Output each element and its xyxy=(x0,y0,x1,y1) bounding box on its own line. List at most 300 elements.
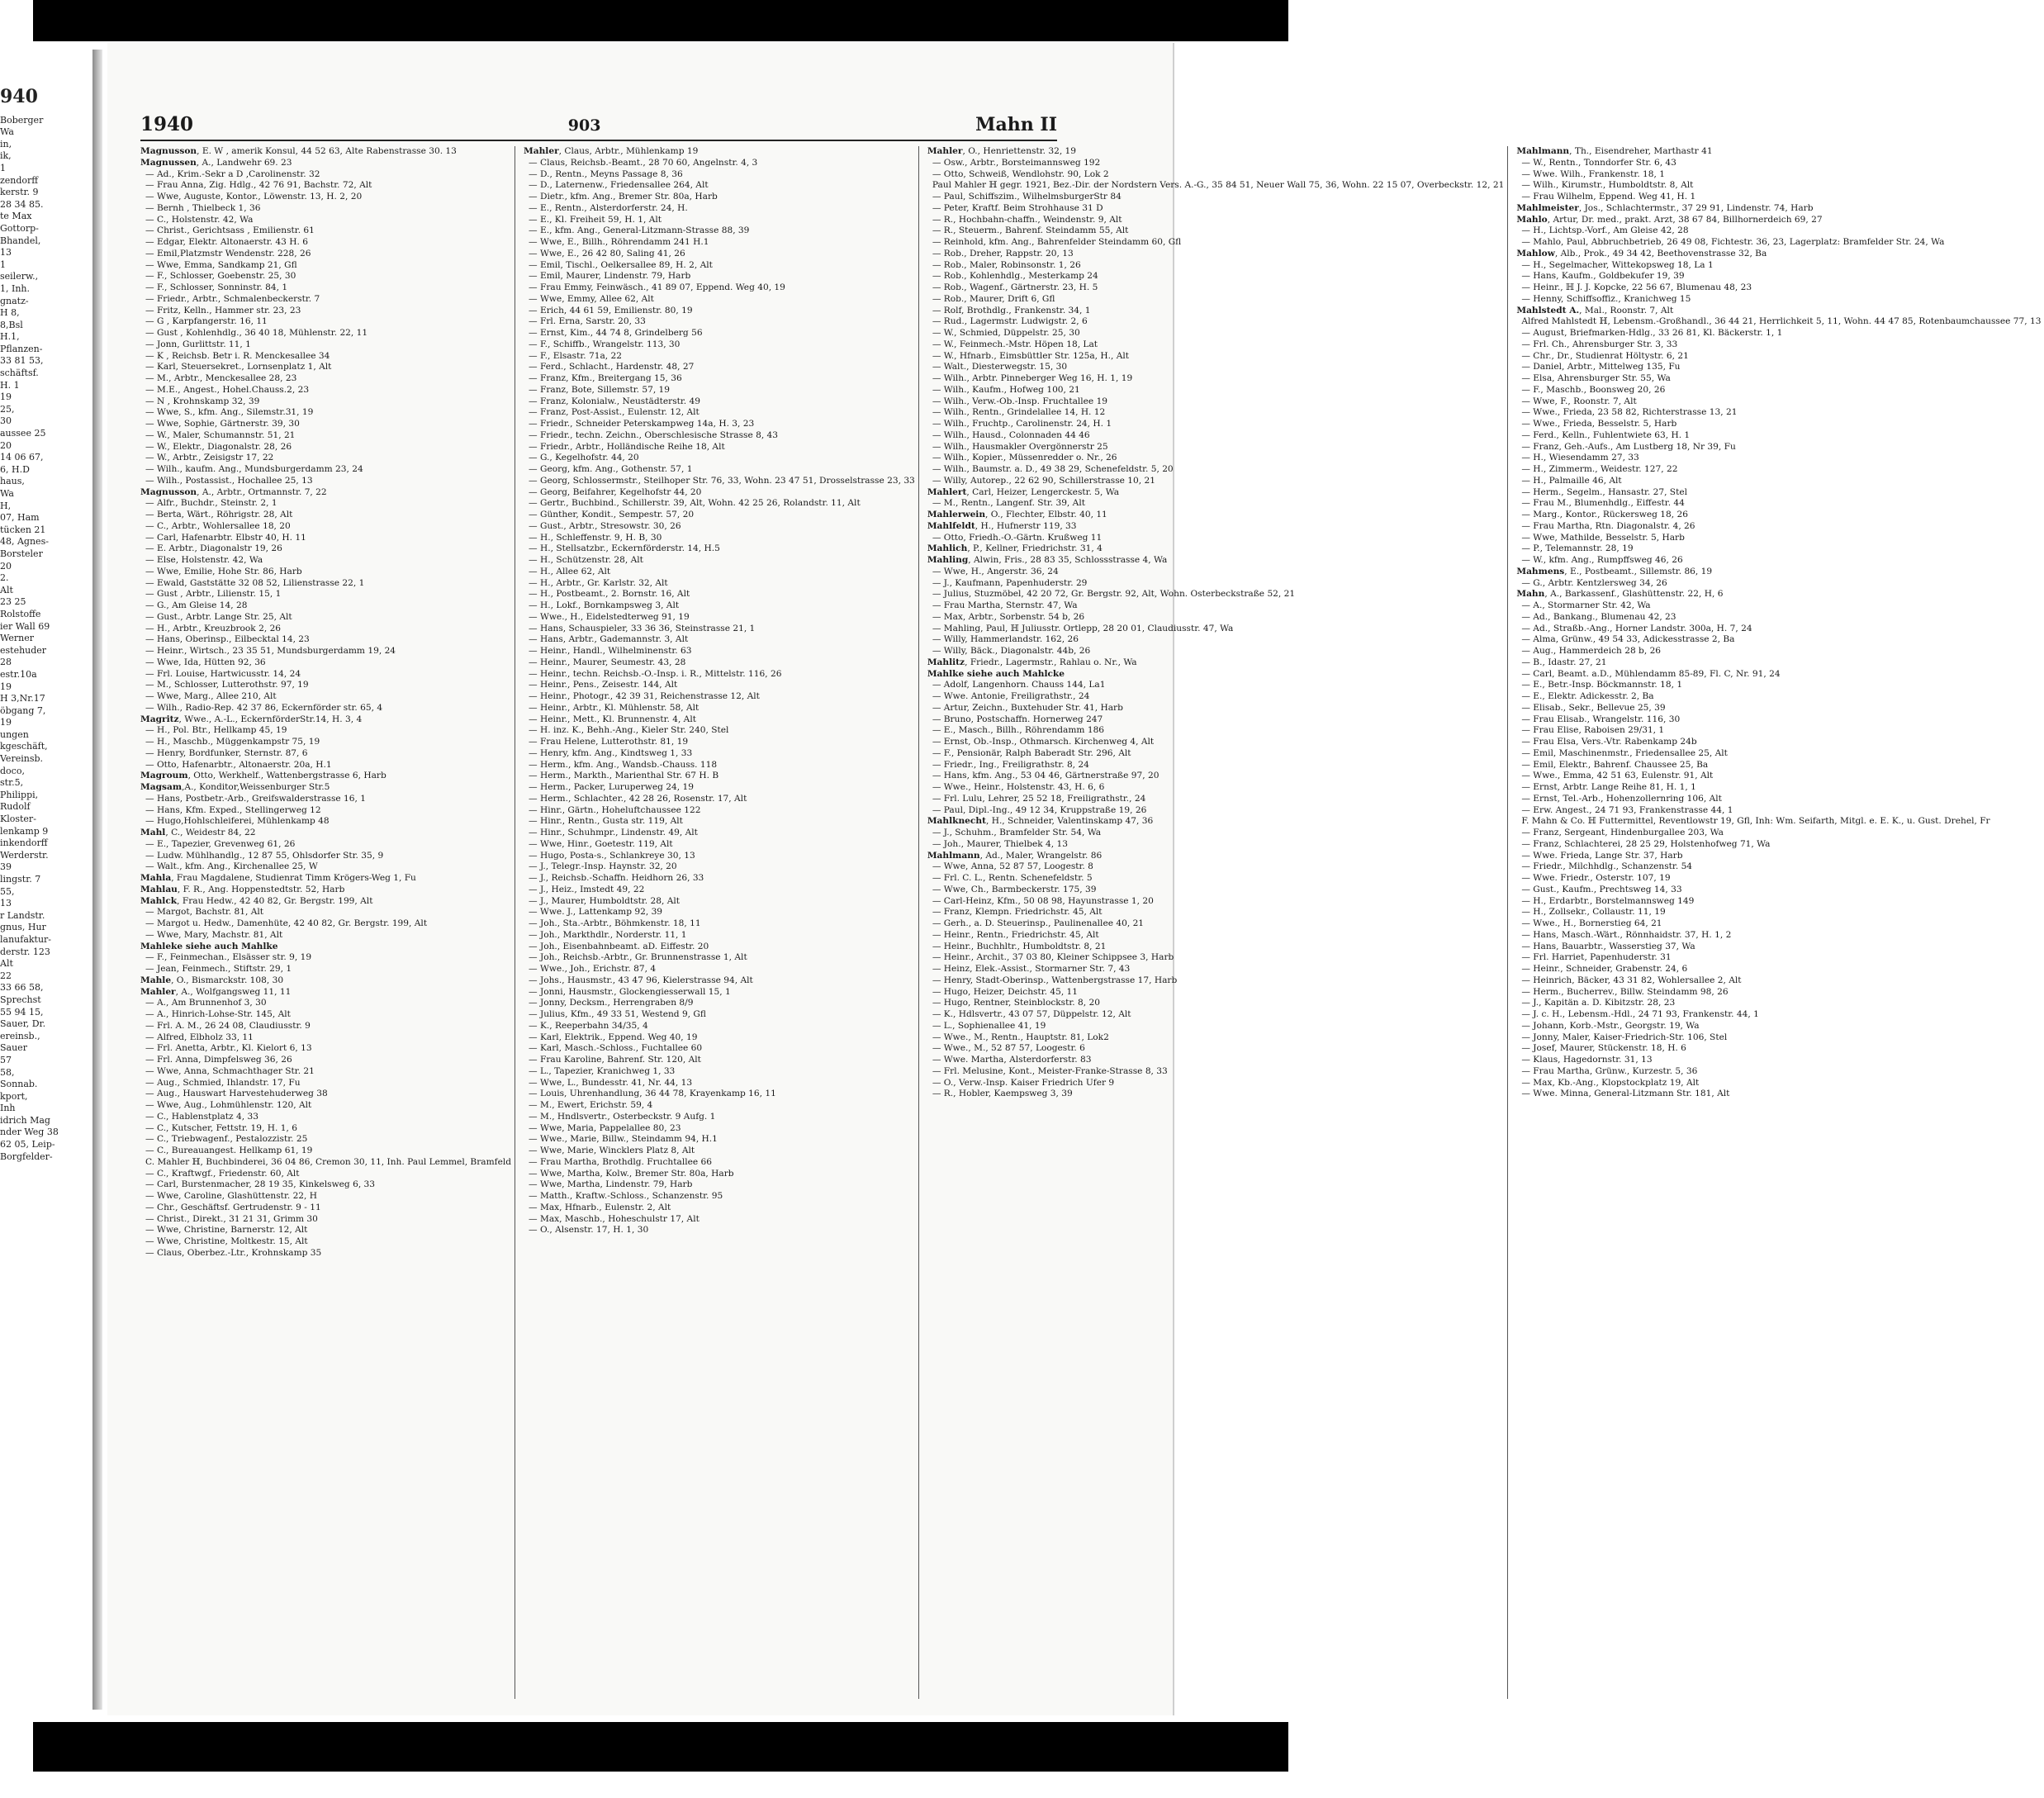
previous-page-fragment: 07, Ham xyxy=(0,512,40,524)
directory-entry: — Franz, Post-Assist., Eulenstr. 12, Alt xyxy=(529,407,700,418)
directory-entry: — G., Am Gleise 14, 28 xyxy=(145,600,248,610)
directory-entry: — Wwe., Joh., Erichstr. 87, 4 xyxy=(529,964,657,974)
directory-entry: — M.E., Angest., Hohel.Chauss.2, 23 xyxy=(145,384,310,395)
previous-page-fragment: Alt xyxy=(0,958,13,970)
directory-entry: — Herm., kfm. Ang., Wandsb.-Chauss. 118 xyxy=(529,759,718,770)
directory-entry: — C., Kraftwgf., Friedenstr. 60, Alt xyxy=(145,1168,300,1179)
directory-entry: — Wilh., Arbtr. Pinneberger Weg 16, H. 1, 19 xyxy=(932,373,1133,383)
directory-entry: — Frl. Anetta, Arbtr., Kl. Kielort 6, 13 xyxy=(145,1043,312,1054)
directory-entry: — H. inz. K., Behh.-Ang., Kieler Str. 240, Stel xyxy=(529,725,729,736)
directory-entry: — C., Triebwagenf., Pestalozzistr. 25 xyxy=(145,1134,308,1145)
directory-entry: — Wilh., Hausd., Colonnaden 44 46 xyxy=(932,429,1090,440)
directory-entry: — Wwe, Emma, Sandkamp 21, Gfl xyxy=(145,259,297,270)
directory-entry: — Frau Martha, Brothdlg. Fruchtallee 66 xyxy=(529,1156,712,1167)
directory-entry: — Heinr., Mett., Kl. Brunnenstr. 4, Alt xyxy=(529,714,696,724)
directory-entry: — Wilh., Radio-Rep. 42 37 86, Eckernförder str. 65, 4 xyxy=(145,702,383,713)
directory-entry: — Wwe., M., 52 87 57, Loogestr. 6 xyxy=(932,1043,1085,1054)
directory-entry: — C., Bureauangest. Hellkamp 61, 19 xyxy=(145,1146,313,1155)
directory-entry: — Wwe, Sophie, Gärtnerstr. 39, 30 xyxy=(145,419,300,429)
directory-entry: — Heinr., Pens., Zeisestr. 144, Alt xyxy=(529,680,678,690)
directory-entry: — H., Arbtr., Gr. Karlstr. 32, Alt xyxy=(529,577,668,588)
directory-entry: — Herm., Schlachter., 42 28 26, Rosenstr. 17, Alt xyxy=(529,793,747,804)
directory-entry: — Wwe, Caroline, Glashüttenstr. 22, H xyxy=(145,1191,318,1201)
directory-entry: — Rob., Maurer, Drift 6, Gfl xyxy=(932,293,1055,304)
directory-entry: — Margot, Bachstr. 81, Alt xyxy=(145,907,264,918)
surname-entry: Mahlau, F. R., Ang. Hoppenstedtstr. 52, Harb xyxy=(140,884,345,894)
previous-page-fragment: Sonnab. xyxy=(0,1079,38,1090)
directory-entry: — Max, Kb.-Ang., Klopstockplatz 19, Alt xyxy=(1521,1077,1700,1088)
directory-entry: — M., Ewert, Erichstr. 59, 4 xyxy=(529,1100,653,1110)
previous-page-fragment: estehuder xyxy=(0,644,47,656)
directory-entry: — Erw. Angest., 24 71 93, Frankenstrasse 44, 1 xyxy=(1521,804,1733,815)
previous-page-fragment: 33 81 53, xyxy=(0,355,44,367)
previous-page-fragment: Gottorp- xyxy=(0,222,39,234)
directory-entry: — Aug., Hauswart Harvestehuderweg 38 xyxy=(145,1089,328,1099)
directory-entry: — Henry, Bordfunker, Sternstr. 87, 6 xyxy=(145,747,308,758)
directory-entry: — H., Stellsatzbr., Eckernförderstr. 14, H.5 xyxy=(529,543,720,554)
directory-entry: — Frl. C. L., Rentn. Schenefeldstr. 5 xyxy=(932,873,1093,883)
previous-page-fragment: tücken 21 xyxy=(0,524,46,535)
surname-entry: Mahleke siehe auch Mahlke xyxy=(140,941,278,951)
directory-entry: — Heinr., Buchhltr., Humboldtstr. 8, 21 xyxy=(932,941,1107,951)
directory-entry: — Franz, Kfm., Breitergang 15, 36 xyxy=(529,373,682,383)
surname-entry: Mahlmeister, Jos., Schlachtermstr., 37 29 91, Lindenstr. 74, Harb xyxy=(1516,202,1814,213)
surname-entry: Mahlerwein, O., Flechter, Elbstr. 40, 11 xyxy=(927,510,1107,519)
directory-entry: — Wwe, Hinr., Goetestr. 119, Alt xyxy=(529,838,673,849)
directory-entry: — Ferd., Kelln., Fuhlentwiete 63, H. 1 xyxy=(1521,429,1691,440)
directory-entry: — O., Alsenstr. 17, H. 1, 30 xyxy=(529,1225,649,1236)
previous-page-fragment: Werner xyxy=(0,633,35,644)
directory-entry: — Wilh., Kopier., Müssenredder o. Nr., 26 xyxy=(932,453,1117,463)
directory-entry: — E., Tapezier, Grevenweg 61, 26 xyxy=(145,838,296,849)
directory-entry: — Ad., Straßb.-Ang., Horner Landstr. 300a, H. 7, 24 xyxy=(1521,623,1752,633)
directory-entry: — K , Reichsb. Betr i. R. Menckesallee 34 xyxy=(145,350,330,361)
directory-entry: — Hugo, Rentner, Steinblockstr. 8, 20 xyxy=(932,998,1100,1008)
directory-entry: — H., Erdarbtr., Borstelmannsweg 149 xyxy=(1521,895,1695,906)
column-4 xyxy=(1516,146,2044,1699)
directory-entry: — Alfr., Buchdr., Steinstr. 2, 1 xyxy=(145,498,277,509)
directory-entry: — P., Telemannstr. 28, 19 xyxy=(1521,543,1634,554)
directory-entry: — Joh., Eisenbahnbeamt. aD. Eiffestr. 20 xyxy=(529,941,709,951)
directory-entry: — Wwe, Anna, 52 87 57, Loogestr. 8 xyxy=(932,861,1093,872)
surname-entry: Mahling, Alwin, Fris., 28 83 35, Schlossstrasse 4, Wa xyxy=(927,555,1168,565)
directory-entry: — Bernh , Thielbeck 1, 36 xyxy=(145,202,261,213)
directory-entry: — Frl. Anna, Dimpfelsweg 36, 26 xyxy=(145,1055,292,1065)
directory-entry: — Wwe, E., Billh., Röhrendamm 241 H.1 xyxy=(529,237,709,247)
directory-entry: — Chr., Dr., Studienrat Höltystr. 6, 21 xyxy=(1521,350,1689,361)
directory-entry: — Hinr., Schuhmpr., Lindenstr. 49, Alt xyxy=(529,828,698,837)
directory-entry: — Otto, Hafenarbtr., Altonaerstr. 20a, H.1 xyxy=(145,759,332,770)
previous-page-fragment: ik, xyxy=(0,150,12,162)
previous-page-fragment: r Landstr. xyxy=(0,909,45,921)
previous-page-fragment: 19 xyxy=(0,717,12,728)
directory-entry: — August, Briefmarken-Hdlg., 33 26 81, Kl. Bäckerstr. 1, 1 xyxy=(1521,328,1783,338)
previous-page-fragment: 6, H.D xyxy=(0,463,30,475)
page-header xyxy=(140,113,1057,138)
directory-entry: — Franz, Kolonialw., Neustädterstr. 49 xyxy=(529,396,700,406)
directory-entry: — Hugo, Heizer, Deichstr. 45, 11 xyxy=(932,986,1079,997)
directory-entry: — Wwe, Ch., Barmbeckerstr. 175, 39 xyxy=(932,884,1097,894)
directory-entry: — Wwe., H., Eidelstedterweg 91, 19 xyxy=(529,611,690,622)
directory-entry: — Wwe, Auguste, Kontor., Löwenstr. 13, H. 2, 20 xyxy=(145,192,363,202)
previous-page-fragment: estr.10a xyxy=(0,668,37,680)
directory-entry: — Carl, Burstenmacher, 28 19 35, Kinkelsweg 6, 33 xyxy=(145,1179,376,1190)
directory-entry: — E., Rentn., Alsterdorferstr. 24, H. xyxy=(529,202,688,213)
directory-entry: — Frau Anna, Zig. Hdlg., 42 76 91, Bachstr. 72, Alt xyxy=(145,180,372,191)
directory-entry: — J., Kaufmann, Papenhuderstr. 29 xyxy=(932,577,1088,588)
directory-entry: — Georg, Beifahrer, Kegelhofstr 44, 20 xyxy=(529,486,702,497)
directory-entry: — Heinr., ℍ J. J. Kopcke, 22 56 67, Blumenau 48, 23 xyxy=(1521,282,1752,292)
directory-entry: — Rob., Kohlenhdlg., Mesterkamp 24 xyxy=(932,271,1098,282)
directory-entry: — Matth., Kraftw.-Schloss., Schanzenstr. 95 xyxy=(529,1191,723,1201)
surname-entry: Mahlmann, Th., Eisendreher, Marthastr 41 xyxy=(1516,146,1713,156)
directory-entry: — Jonn, Gurlittstr. 11, 1 xyxy=(145,339,251,349)
directory-entry: — L., Sophienallee 41, 19 xyxy=(932,1020,1046,1031)
directory-entry: — Hans, Kfm. Exped., Stellingerweg 12 xyxy=(145,804,321,815)
directory-entry: — Joh., Maurer, Thielbek 4, 13 xyxy=(932,838,1069,849)
directory-entry: — C., Kutscher, Fettstr. 19, H. 1, 6 xyxy=(145,1122,297,1133)
directory-entry: — W., Hfnarb., Eimsbüttler Str. 125a, H., Alt xyxy=(932,350,1130,361)
previous-page-fragment: 19 xyxy=(0,681,12,692)
directory-entry: — E., Elektr. Adickesstr. 2, Ba xyxy=(1521,691,1654,701)
directory-entry: — Hinr., Rentn., Gusta str. 119, Alt xyxy=(529,816,683,827)
directory-entry: — Georg, Schlossermstr., Steilhoper Str. 76, 33, Wohn. 23 47 51, Drosselstrasse 23, 33 xyxy=(529,475,915,486)
directory-entry: — Rob., Maler, Robinsonstr. 1, 26 xyxy=(932,259,1081,270)
directory-entry: — D., Rentn., Meyns Passage 8, 36 xyxy=(529,168,683,179)
previous-page-fragment: 62 05, Leip- xyxy=(0,1139,55,1150)
directory-entry: — H., Arbtr., Kreuzbrook 2, 26 xyxy=(145,623,282,633)
previous-page-fragment: ungen xyxy=(0,728,29,740)
directory-entry: — M., Hndlsvertr., Osterbeckstr. 9 Aufg. 1 xyxy=(529,1111,716,1122)
directory-page xyxy=(107,43,2042,1715)
previous-page-year: 940 xyxy=(0,86,38,107)
directory-entry: — Peter, Kraftf. Beim Strohhause 31 D xyxy=(932,202,1103,213)
directory-entry: — Franz, Geh.-Aufs., Am Lustberg 18, Nr 39, Fu xyxy=(1521,441,1736,452)
previous-page-fragment: ereinsb., xyxy=(0,1030,40,1041)
directory-entry: — B., Idastr. 27, 21 xyxy=(1521,657,1607,667)
directory-entry: — Wilh., Hausmakler Overgönnerstr 25 xyxy=(932,441,1108,452)
directory-entry: — W., Maler, Schumannstr. 51, 21 xyxy=(145,429,296,440)
previous-page-fragment: H. 1 xyxy=(0,379,20,391)
directory-entry: — Friedr., Milchhdlg., Schanzenstr. 54 xyxy=(1521,861,1693,872)
directory-entry: — Wwe, Emmy, Allee 62, Alt xyxy=(529,293,654,304)
directory-entry: — Wwe, Maria, Pappelallee 80, 23 xyxy=(529,1122,681,1133)
directory-entry: — Frau Emmy, Feinwäsch., 41 89 07, Eppend. Weg 40, 19 xyxy=(529,282,785,292)
surname-entry: Mahler, Claus, Arbtr., Mühlenkamp 19 xyxy=(524,146,699,156)
directory-entry: — F., Pensionär, Ralph Baberadt Str. 296, Alt xyxy=(932,747,1131,758)
previous-page-fragment: lenkamp 9 xyxy=(0,825,49,837)
previous-page-fragment: 8,Bsl xyxy=(0,319,23,330)
directory-entry: — F., Schlosser, Goebenstr. 25, 30 xyxy=(145,271,296,282)
previous-page-fragment: ier Wall 69 xyxy=(0,620,50,632)
directory-entry: — Hugo,Hohlschleiferei, Mühlenkamp 48 xyxy=(145,816,330,827)
previous-page-fragment: 2. xyxy=(0,572,9,584)
directory-entry: — Wwe., Frieda, Besselstr. 5, Harb xyxy=(1521,419,1677,429)
directory-entry: — Carl-Heinz, Kfm., 50 08 98, Hayunstrasse 1, 20 xyxy=(932,895,1154,906)
column-3 xyxy=(927,146,1509,1699)
previous-page-fragment: lingstr. 7 xyxy=(0,874,41,885)
directory-entry: — W., Arbtr., Zeisigstr 17, 22 xyxy=(145,453,274,463)
directory-entry: — Heinr., Photogr., 42 39 31, Reichenstrasse 12, Alt xyxy=(529,691,760,701)
directory-entry: — Wilh., kaufm. Ang., Mundsburgerdamm 23, 24 xyxy=(145,464,363,474)
directory-entry: — Wwe, Christine, Barnerstr. 12, Alt xyxy=(145,1225,308,1236)
directory-entry: — Johann, Korb.-Mstr., Georgstr. 19, Wa xyxy=(1521,1020,1700,1031)
directory-entry: — Carl, Hafenarbtr. Elbstr 40, H. 11 xyxy=(145,532,306,543)
surname-entry: Mahlke siehe auch Mahlcke xyxy=(927,668,1065,679)
directory-entry: — G , Karpfangerstr. 16, 11 xyxy=(145,316,268,327)
surname-entry: Mahlmann, Ad., Maler, Wrangelstr. 86 xyxy=(927,850,1103,861)
directory-entry: — Elisab., Sekr., Bellevue 25, 39 xyxy=(1521,702,1666,713)
directory-entry: — Heinrich, Bäcker, 43 31 82, Wohlersallee 2, Alt xyxy=(1521,975,1742,985)
previous-page-fragment: seilerw., xyxy=(0,271,39,282)
previous-page-fragment: haus, xyxy=(0,476,25,487)
directory-entry: — Dietr., kfm. Ang., Bremer Str. 80a, Harb xyxy=(529,192,718,202)
directory-entry: — E., Betr.-Insp. Böckmannstr. 18, 1 xyxy=(1521,680,1683,690)
directory-entry: — H., Segelmacher, Wittekopsweg 18, La 1 xyxy=(1521,259,1714,270)
directory-entry: — Hans, Kaufm., Goldbekufer 19, 39 xyxy=(1521,271,1685,282)
scan-border-top xyxy=(33,0,1288,41)
directory-entry: — Frau Helene, Lutterothstr. 81, 19 xyxy=(529,737,689,747)
previous-page-fragment: 22 xyxy=(0,970,12,981)
directory-entry: — Jonny, Decksm., Herrengraben 8/9 xyxy=(529,998,694,1008)
directory-entry: — Louis, Uhrenhandlung, 36 44 78, Krayenkamp 16, 11 xyxy=(529,1089,776,1099)
directory-entry: — Gust., Arbtr., Stresowstr. 30, 26 xyxy=(529,520,681,531)
directory-entry: — Wwe, Aug., Lohmühlenstr. 120, Alt xyxy=(145,1100,312,1110)
directory-entry: — Frl. A. M., 26 24 08, Claudiusstr. 9 xyxy=(145,1020,311,1031)
surname-entry: Mahlo, Artur, Dr. med., prakt. Arzt, 38 67 84, Billhornerdeich 69, 27 xyxy=(1516,214,1823,225)
directory-entry: — Walt., kfm. Ang., Kirchenallee 25, W xyxy=(145,861,318,872)
directory-entry: — J., Kapitän a. D. Kibitzstr. 28, 23 xyxy=(1521,998,1676,1008)
directory-entry: — Hans, Arbtr., Gademannstr. 3, Alt xyxy=(529,634,689,645)
surname-entry: Magritz, Wwe., A.-L., EckernförderStr.14, H. 3, 4 xyxy=(140,714,363,724)
previous-page-fragment: öbgang 7, xyxy=(0,704,46,716)
directory-entry: — J. c. H., Lebensm.-Hdl., 24 71 93, Frankenstr. 44, 1 xyxy=(1521,1009,1759,1019)
directory-entry: — Erich, 44 61 59, Emilienstr. 80, 19 xyxy=(529,305,693,315)
directory-entry: — Wwe., M., Rentn., Hauptstr. 81, Lok2 xyxy=(932,1032,1109,1042)
directory-entry: — Günther, Kondit., Sempestr. 57, 20 xyxy=(529,510,695,519)
previous-page-fragment: doco, xyxy=(0,765,25,776)
surname-entry: Mahlich, P., Kellner, Friedrichstr. 31, 4 xyxy=(927,543,1103,554)
directory-entry: — Emil, Maschinenmstr., Friedensallee 25, Alt xyxy=(1521,747,1728,758)
directory-entry: — Heinr., Archit., 37 03 80, Kleiner Schippsee 3, Harb xyxy=(932,952,1174,963)
directory-entry: — Ferd., Schlacht., Hardenstr. 48, 27 xyxy=(529,362,695,372)
directory-entry: — Max, Hfnarb., Eulenstr. 2, Alt xyxy=(529,1202,671,1212)
previous-page-fragment: Rudolf xyxy=(0,801,31,813)
directory-entry: — Wwe, Martha, Kolw., Bremer Str. 80a, Harb xyxy=(529,1168,734,1179)
directory-entry: — E., kfm. Ang., General-Litzmann-Strasse 88, 39 xyxy=(529,225,750,236)
directory-entry: — Wilh., Rentn., Grindelallee 14, H. 12 xyxy=(932,407,1106,418)
previous-page-fragment: Sauer, Dr. xyxy=(0,1018,46,1030)
previous-page-fragment: te Max xyxy=(0,211,32,222)
directory-entry: — Alfred, Elbholz 33, 11 xyxy=(145,1032,254,1042)
directory-entry: — Walt., Diesterwegstr. 15, 30 xyxy=(932,362,1068,372)
surname-entry: Mahlow, Alb., Prok., 49 34 42, Beethovenstrasse 32, Ba xyxy=(1516,248,1767,259)
directory-entry: — Heinr., Maurer, Seumestr. 43, 28 xyxy=(529,657,686,667)
previous-page-fragment: idrich Mag xyxy=(0,1114,50,1126)
directory-entry: — O., Verw.-Insp. Kaiser Friedrich Ufer 9 xyxy=(932,1077,1115,1088)
directory-entry: — L., Tapezier, Kranichweg 1, 33 xyxy=(529,1065,676,1076)
directory-entry: — Franz, Klempn. Friedrichstr. 45, Alt xyxy=(932,907,1103,918)
directory-entry: — H., Lokf., Bornkampsweg 3, Alt xyxy=(529,600,680,610)
directory-entry: — M., Schlosser, Lutterothstr. 97, 19 xyxy=(145,680,309,690)
directory-entry: — Gust., Kaufm., Prechtsweg 14, 33 xyxy=(1521,884,1682,894)
directory-entry: — Hans, Bauarbtr., Wasserstieg 37, Wa xyxy=(1521,941,1695,951)
guide-word: Mahn II xyxy=(975,114,1057,135)
directory-entry: — Georg, kfm. Ang., Gothenstr. 57, 1 xyxy=(529,464,693,474)
previous-page-fragment: Sprechst xyxy=(0,994,41,1005)
directory-entry: — A., Stormarner Str. 42, Wa xyxy=(1521,600,1651,610)
directory-entry: — Wwe., Frieda, 23 58 82, Richterstrasse 13, 21 xyxy=(1521,407,1738,418)
directory-entry: — Frau Elisab., Wrangelstr. 116, 30 xyxy=(1521,714,1681,724)
directory-entry: Paul Mahler ℍ gegr. 1921, Bez.-Dir. der Nordstern Vers. A.-G., 35 84 51, Neuer Wall 75, 36, Wohn. 22 15 07, Overbeckstr. 12, 21 xyxy=(932,180,1505,191)
previous-page-fragment: 58, xyxy=(0,1066,15,1078)
previous-page-fragment: 48, Agnes- xyxy=(0,536,49,548)
directory-entry: — Paul, Dipl.-Ing., 49 12 34, Kruppstraße 19, 26 xyxy=(932,804,1147,815)
surname-entry: Magsam,A., Konditor,Weissenburger Str.5 xyxy=(140,782,330,792)
directory-entry: — Herm., Packer, Luruperweg 24, 19 xyxy=(529,782,694,792)
directory-entry: — Wwe, Mary, Machstr. 81, Alt xyxy=(145,929,283,940)
directory-entry: — Rob., Wagenf., Gärtnerstr. 23, H. 5 xyxy=(932,282,1098,292)
directory-entry: — H., Schleffenstr. 9, H. B, 30 xyxy=(529,532,662,543)
directory-entry: — Hinr., Gärtn., Hoheluftchaussee 122 xyxy=(529,804,701,815)
directory-entry: — J., Telegr.-Insp. Haynstr. 32, 20 xyxy=(529,861,677,872)
directory-entry: — Osw., Arbtr., Borsteimannsweg 192 xyxy=(932,157,1101,168)
surname-entry: Magroum, Otto, Werkhelf., Wattenbergstrasse 6, Harb xyxy=(140,771,387,781)
surname-entry: Magnusson, E. W , amerik Konsul, 44 52 63, Alte Rabenstrasse 30. 13 xyxy=(140,146,457,156)
directory-entry: — Aug., Schmied, Ihlandstr. 17, Fu xyxy=(145,1077,301,1088)
directory-entry: — J., Maurer, Humboldtstr. 28, Alt xyxy=(529,895,680,906)
directory-entry: — Heinr., Arbtr., Kl. Mühlenstr. 58, Alt xyxy=(529,702,700,713)
directory-entry: — R., Hobler, Kaempsweg 3, 39 xyxy=(932,1089,1073,1099)
previous-page-fragment: kerstr. 9 xyxy=(0,187,39,198)
directory-entry: — Heinr., techn. Reichsb.-O.-Insp. i. R., Mittelstr. 116, 26 xyxy=(529,668,782,679)
previous-page-fragment: zendorff xyxy=(0,174,39,186)
previous-page-fragment: H 3,Nr.17 xyxy=(0,693,45,704)
directory-entry: — Wwe, Mathilde, Besselstr. 5, Harb xyxy=(1521,532,1685,543)
directory-entry: — Mahling, Paul, ℍ Juliusstr. Ortlepp, 28 20 01, Claudiusstr. 47, Wa xyxy=(932,623,1234,633)
directory-entry: — H., Wiesendamm 27, 33 xyxy=(1521,453,1639,463)
directory-entry: Alfred Mahlstedt ℍ, Lebensm.-Großhandl., 36 44 21, Herrlichkeit 5, 11, Wohn. 44 47 85, Rotenbaumchaussee 77, 13 xyxy=(1521,316,2042,327)
directory-entry: — Wwe. J., Lattenkamp 92, 39 xyxy=(529,907,663,918)
directory-entry: — Frl. Melusine, Kont., Meister-Franke-Strasse 8, 33 xyxy=(932,1065,1168,1076)
directory-entry: — Herm., Segelm., Hansastr. 27, Stel xyxy=(1521,486,1687,497)
directory-entry: — Jonny, Maler, Kaiser-Friedrich-Str. 106, Stel xyxy=(1521,1032,1728,1042)
previous-page-fragment: 57 xyxy=(0,1054,12,1065)
directory-entry: — Marg., Kontor., Rückersweg 18, 26 xyxy=(1521,510,1688,519)
directory-entry: — W., Schmied, Düppelstr. 25, 30 xyxy=(932,328,1080,338)
directory-entry: — H., Postbeamt., 2. Bornstr. 16, Alt xyxy=(529,589,690,600)
directory-entry: — Wwe, S., kfm. Ang., Silemstr.31, 19 xyxy=(145,407,314,418)
previous-page-fragment: gnus, Hur xyxy=(0,922,46,933)
directory-entry: — Frl. Lulu, Lehrer, 25 52 18, Freiligrathstr., 24 xyxy=(932,793,1146,804)
directory-entry: — Ad., Krim.-Sekr a D ,Carolinenstr. 32 xyxy=(145,168,320,179)
directory-entry: — Wwe. Antonie, Freiligrathstr., 24 xyxy=(932,691,1090,701)
directory-entry: — Wwe, H., Angerstr. 36, 24 xyxy=(932,566,1059,576)
surname-entry: Mahl, C., Weidestr 84, 22 xyxy=(140,828,256,837)
directory-entry: — Hans, kfm. Ang., 53 04 46, Gärtnerstraße 97, 20 xyxy=(932,771,1160,781)
directory-entry: — Margot u. Hedw., Damenhüte, 42 40 82, Gr. Bergstr. 199, Alt xyxy=(145,918,428,928)
previous-page-fragment: Boberger xyxy=(0,114,44,126)
directory-entry: — Frau Martha, Rtn. Diagonalstr. 4, 26 xyxy=(1521,520,1695,531)
directory-entry: — Henry, Stadt-Oberinsp., Wattenbergstrasse 17, Harb xyxy=(932,975,1178,985)
directory-entry: — D., Laternenw., Friedensallee 264, Alt xyxy=(529,180,709,191)
directory-entry: — Wwe, Anna, Schmachthager Str. 21 xyxy=(145,1065,315,1076)
previous-page-fragment: 20 xyxy=(0,439,12,451)
directory-entry: — Karl, Masch.-Schloss., Fuchtallee 60 xyxy=(529,1043,703,1054)
previous-page-fragment: 25, xyxy=(0,403,15,415)
directory-entry: — Heinr., Handl., Wilhelminenstr. 63 xyxy=(529,646,692,656)
directory-entry: — Karl, Elektrik., Eppend. Weg 40, 19 xyxy=(529,1032,698,1042)
previous-page-fragment: 1 xyxy=(0,162,6,173)
directory-entry: — Max, Arbtr., Sorbenstr. 54 b, 26 xyxy=(932,611,1085,622)
directory-entry: — Chr., Geschäftsf. Gertrudenstr. 9 - 11 xyxy=(145,1202,321,1212)
previous-page-fragment: H.1, xyxy=(0,331,20,343)
directory-entry: — Wwe, Christine, Moltkestr. 15, Alt xyxy=(145,1236,308,1246)
previous-page-fragment: Borsteler xyxy=(0,548,43,559)
directory-entry: — K., Hdlsvertr., 43 07 57, Düppelstr. 12, Alt xyxy=(932,1009,1131,1019)
directory-entry: — Wilh., Fruchtp., Carolinenstr. 24, H. 1 xyxy=(932,419,1112,429)
directory-entry: — Friedr., Schneider Peterskampweg 14a, H. 3, 23 xyxy=(529,419,755,429)
previous-page-fragment: inkendorff xyxy=(0,837,48,849)
surname-entry: Mahler, A., Wolfgangsweg 11, 11 xyxy=(140,986,292,997)
directory-entry: — Julius, Kfm., 49 33 51, Westend 9, Gfl xyxy=(529,1009,706,1019)
directory-entry: — Else, Holstenstr. 42, Wa xyxy=(145,555,263,565)
previous-page-fragment: kport, xyxy=(0,1090,28,1102)
directory-entry: — Johs., Hausmstr., 43 47 96, Kielerstrasse 94, Alt xyxy=(529,975,753,985)
directory-entry: — Hans, Schauspieler, 33 36 36, Steinstrasse 21, 1 xyxy=(529,623,756,633)
directory-entry: — Herm., Bucherrev., Billw. Steindamm 98, 26 xyxy=(1521,986,1729,997)
previous-page-fragment: Philippi, xyxy=(0,789,39,800)
previous-page-fragment: Vereinsb. xyxy=(0,753,43,765)
directory-entry: — Frl. Erna, Sarstr. 20, 33 xyxy=(529,316,646,327)
previous-page-fragments xyxy=(0,115,87,1164)
directory-entry: — E., Kl. Freiheit 59, H. 1, Alt xyxy=(529,214,662,225)
directory-entry: — Gerh., a. D. Steuerinsp., Paulinenallee 40, 21 xyxy=(932,918,1145,928)
previous-page-fragment: Inh xyxy=(0,1103,16,1114)
surname-entry: Magnusson, A., Arbtr., Ortmannstr. 7, 22 xyxy=(140,486,327,497)
directory-entry: — W., Elektr., Diagonalstr. 28, 26 xyxy=(145,441,292,452)
directory-entry: — Frl. Harriet, Papenhuderstr. 31 xyxy=(1521,952,1672,963)
directory-entry: — Ewald, Gaststätte 32 08 52, Lilienstrasse 22, 1 xyxy=(145,577,365,588)
directory-entry: — Reinhold, kfm. Ang., Bahrenfelder Steindamm 60, Gfl xyxy=(932,237,1182,247)
previous-page-fragment: Alt xyxy=(0,584,13,595)
directory-entry: — Wwe., Marie, Billw., Steindamm 94, H.1 xyxy=(529,1134,718,1145)
previous-page-edge xyxy=(0,86,87,1710)
directory-entry: — Friedr., Ing., Freiligrathstr. 8, 24 xyxy=(932,759,1089,770)
page-year: 1940 xyxy=(140,113,194,135)
previous-page-fragment: Bhandel, xyxy=(0,235,41,246)
directory-entry: — Henny, Schiffsoffiz., Kranichweg 15 xyxy=(1521,293,1691,304)
directory-entry: — M., Rentn., Langenf. Str. 39, Alt xyxy=(932,498,1085,509)
previous-page-fragment: Wa xyxy=(0,488,14,499)
previous-page-fragment: 28 34 85. xyxy=(0,198,44,210)
previous-page-fragment: aussee 25 xyxy=(0,428,46,439)
directory-entry: — Frau Elise, Raboisen 29/31, 1 xyxy=(1521,725,1665,736)
directory-entry: — Wilh., Kirumstr., Humboldtstr. 8, Alt xyxy=(1521,180,1694,191)
directory-entry: — W., Rentn., Tonndorfer Str. 6, 43 xyxy=(1521,157,1676,168)
directory-entry: — Frl. Louise, Hartwicusstr. 14, 24 xyxy=(145,668,301,679)
directory-entry: — Ad., Bankang., Blumenau 42, 23 xyxy=(1521,611,1676,622)
directory-entry: — A., Am Brunnenhof 3, 30 xyxy=(145,998,267,1008)
surname-entry: Mahlck, Frau Hedw., 42 40 82, Gr. Bergstr. 199, Alt xyxy=(140,895,373,906)
book-gutter xyxy=(92,50,102,1710)
directory-entry: — G., Arbtr. Kentzlersweg 34, 26 xyxy=(1521,577,1667,588)
directory-entry: — Franz, Bote, Sillemstr. 57, 19 xyxy=(529,384,671,395)
directory-entry: — Artur, Zeichn., Buxtehuder Str. 41, Harb xyxy=(932,702,1123,713)
directory-entry: — Emil, Elektr., Bahrenf. Chaussee 25, Ba xyxy=(1521,759,1709,770)
surname-entry: Mahlstedt A., Mal., Roonstr. 7, Alt xyxy=(1516,305,1674,315)
directory-entry: — Hans, Postbetr.-Arb., Greifswalderstrasse 16, 1 xyxy=(145,793,366,804)
